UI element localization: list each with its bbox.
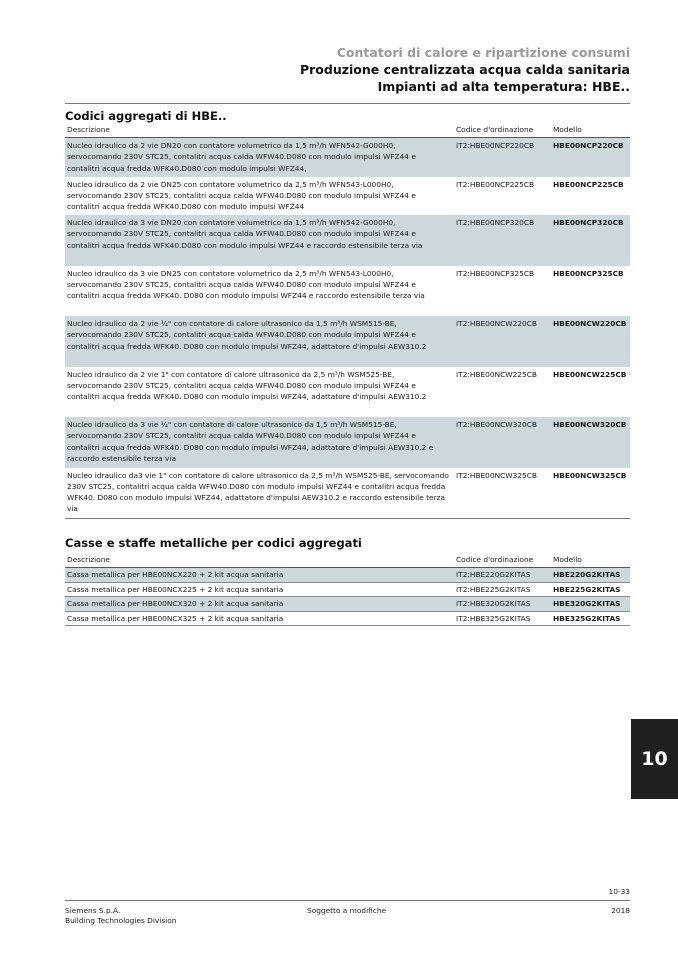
row-model: HBE00NCP220CB <box>553 141 624 150</box>
row-model: HBE00NCW320CB <box>553 420 627 429</box>
footer-division: Building Technologies Division <box>65 916 177 925</box>
row-order-code: IT2:HBE00NCW320CB <box>456 420 537 429</box>
table-row <box>65 367 630 418</box>
table-row <box>65 597 630 612</box>
table-row <box>65 177 630 216</box>
row-description: Nucleo idraulico da 2 vie 1" con contatore di calore ultrasonico da 2,5 m³/h WSM525-BE, servocomando 230V STC25, contalitri acqua calda WFW40.D080 con modulo impulsi WFZ44 e contalitri acqua fredda WFK40. D080 con modulo impulsi WFZ44, adattatore d'impulsi AEW310.2 <box>67 369 427 402</box>
table-row <box>65 568 630 583</box>
footer-notice: Soggetto a modifiche <box>307 906 387 915</box>
row-description: Nucleo idraulico da 2 vie ¾" con contatore di calore ultrasonico da 1,5 m³/h WSM515-BE, servocomando 230V STC25, contalitri acqua calda WFW40.D080 con modulo impulsi WFZ44 e contalitri acqua fredda WFK40. D080 con modulo impulsi WFZ44, adattatore d'impulsi AEW310.2 <box>67 319 427 351</box>
row-description: Nucleo idraulico da 3 vie DN25 con contatore volumetrico da 2,5 m³/h WFN543-L000H0, servocomando 230V STC25, contalitri acqua calda WFW40.D080 con modulo impulsi WFZ44 e contalitri acqua fredda WFK40. D080 con modulo impulsi WFZ44 e raccordo estensibile terza via <box>67 268 425 301</box>
row-description: Nucleo idraulico da3 vie 1" con contatore di calore ultrasonico da 2,5 m³/h WSM525-BE, servocomando 230V STC25, contalitri acqua calda WFW40.D080 con modulo impulsi WFZ44 e contalitri acqua fredda WFK40. D080 con modulo impulsi WFZ44, adattatore d'impulsi AEW310.2 e raccordo estensibile terza via <box>67 470 449 514</box>
page-title: Impianti ad alta temperatura: HBE.. <box>377 79 630 94</box>
table-row <box>65 612 630 627</box>
row-description: Nucleo idraulico da 2 vie DN25 con contatore volumetrico da 2,5 m³/h WFN543-L000H0, servocomando 230V STC25, contalitri acqua calda WFW40.D080 con modulo impulsi WFZ44 e contalitri acqua fredda WFK40.D080 con modulo impulsi WFZ44 <box>67 179 416 212</box>
row-order-code: IT2:HBE320G2KITAS <box>456 599 531 608</box>
row-description: Cassa metallica per HBE00NCX325 + 2 kit acqua sanitaria <box>67 613 284 623</box>
section-title-aggregate-codes: Codici aggregati di HBE.. <box>65 109 227 123</box>
row-order-code: IT2:HBE220G2KITAS <box>456 570 531 579</box>
column-header-description: Descrizione <box>67 555 110 564</box>
row-order-code: IT2:HBE00NCP325CB <box>456 268 535 278</box>
table-row <box>65 266 630 317</box>
table-row <box>65 417 630 468</box>
row-description: Nucleo idraulico da 3 vie DN20 con contatore volumetrico da 1,5 m³/h WFN542-G000H0, servocomando 230V STC25, contalitri acqua calda WFW40.D080 con modulo impulsi WFZ44 e contalitri acqua fredda WFK40.D080 con modulo impulsi WFZ44 e raccordo estensibile terza via <box>67 218 423 250</box>
column-header-order-code: Codice d'ordinazione <box>456 125 534 134</box>
row-model: HBE220G2KITAS <box>553 570 621 579</box>
column-header-model: Modello <box>553 555 582 564</box>
footer-divider <box>65 900 630 901</box>
table-row <box>65 583 630 598</box>
row-description: Cassa metallica per HBE00NCX320 + 2 kit acqua sanitaria <box>67 599 284 608</box>
footer-year: 2018 <box>611 906 630 915</box>
row-model: HBE00NCP325CB <box>553 268 624 278</box>
row-order-code: IT2:HBE325G2KITAS <box>456 613 531 623</box>
column-header-description: Descrizione <box>67 125 110 134</box>
row-model: HBE00NCP225CB <box>553 179 624 189</box>
row-order-code: IT2:HBE00NCP320CB <box>456 218 535 227</box>
page-number: 10-33 <box>608 887 630 896</box>
row-order-code: IT2:HBE225G2KITAS <box>456 584 531 594</box>
row-model: HBE00NCW225CB <box>553 369 627 379</box>
row-order-code: IT2:HBE00NCP220CB <box>456 141 535 150</box>
row-model: HBE00NCP320CB <box>553 218 624 227</box>
row-description: Cassa metallica per HBE00NCX225 + 2 kit acqua sanitaria <box>67 584 284 594</box>
row-model: HBE325G2KITAS <box>553 613 621 623</box>
table-row <box>65 138 630 177</box>
table-header <box>65 554 630 568</box>
row-description: Cassa metallica per HBE00NCX220 + 2 kit acqua sanitaria <box>67 570 284 579</box>
chapter-tab: 10 <box>631 719 678 799</box>
column-header-order-code: Codice d'ordinazione <box>456 555 534 564</box>
metal-boxes-table <box>65 568 630 626</box>
row-model: HBE00NCW325CB <box>553 470 627 480</box>
row-order-code: IT2:HBE00NCP225CB <box>456 179 535 189</box>
aggregate-codes-table <box>65 138 630 518</box>
row-description: Nucleo idraulico da 2 vie DN20 con contatore volumetrico da 1,5 m³/h WFN542-G000H0, servocomando 230V STC25, contalitri acqua calda WFW40.D080 con modulo impulsi WFZ44 e contalitri acqua fredda WFK40.D080 con modulo impulsi WFZ44, <box>67 141 416 173</box>
row-model: HBE320G2KITAS <box>553 599 621 608</box>
row-model: HBE225G2KITAS <box>553 584 621 594</box>
table-header <box>65 124 630 138</box>
table-row <box>65 316 630 367</box>
row-model: HBE00NCW220CB <box>553 319 627 328</box>
header-category: Contatori di calore e ripartizione consumi <box>336 45 630 60</box>
row-order-code: IT2:HBE00NCW220CB <box>456 319 537 328</box>
row-order-code: IT2:HBE00NCW225CB <box>456 369 537 379</box>
section-title-metal-boxes: Casse e staffe metalliche per codici aggregati <box>65 536 362 550</box>
table-row <box>65 215 630 266</box>
row-order-code: IT2:HBE00NCW325CB <box>456 470 537 480</box>
table-bottom-rule <box>65 518 630 519</box>
table-row <box>65 468 630 519</box>
footer-company: Siemens S.p.A. <box>65 906 121 915</box>
column-header-model: Modello <box>553 125 582 134</box>
row-description: Nucleo idraulico da 3 vie ¾" con contatore di calore ultrasonico da 1,5 m³/h WSM515-BE, servocomando 230V STC25, contalitri acqua calda WFW40.D080 con modulo impulsi WFZ44 e contalitri acqua fredda WFK40. D080 con modulo impulsi WFZ44, adattatore d'impulsi AEW310.2 e raccordo estensibile terza via <box>67 420 434 463</box>
header-subtitle: Produzione centralizzata acqua calda sanitaria <box>299 62 630 77</box>
header-divider <box>65 103 630 104</box>
